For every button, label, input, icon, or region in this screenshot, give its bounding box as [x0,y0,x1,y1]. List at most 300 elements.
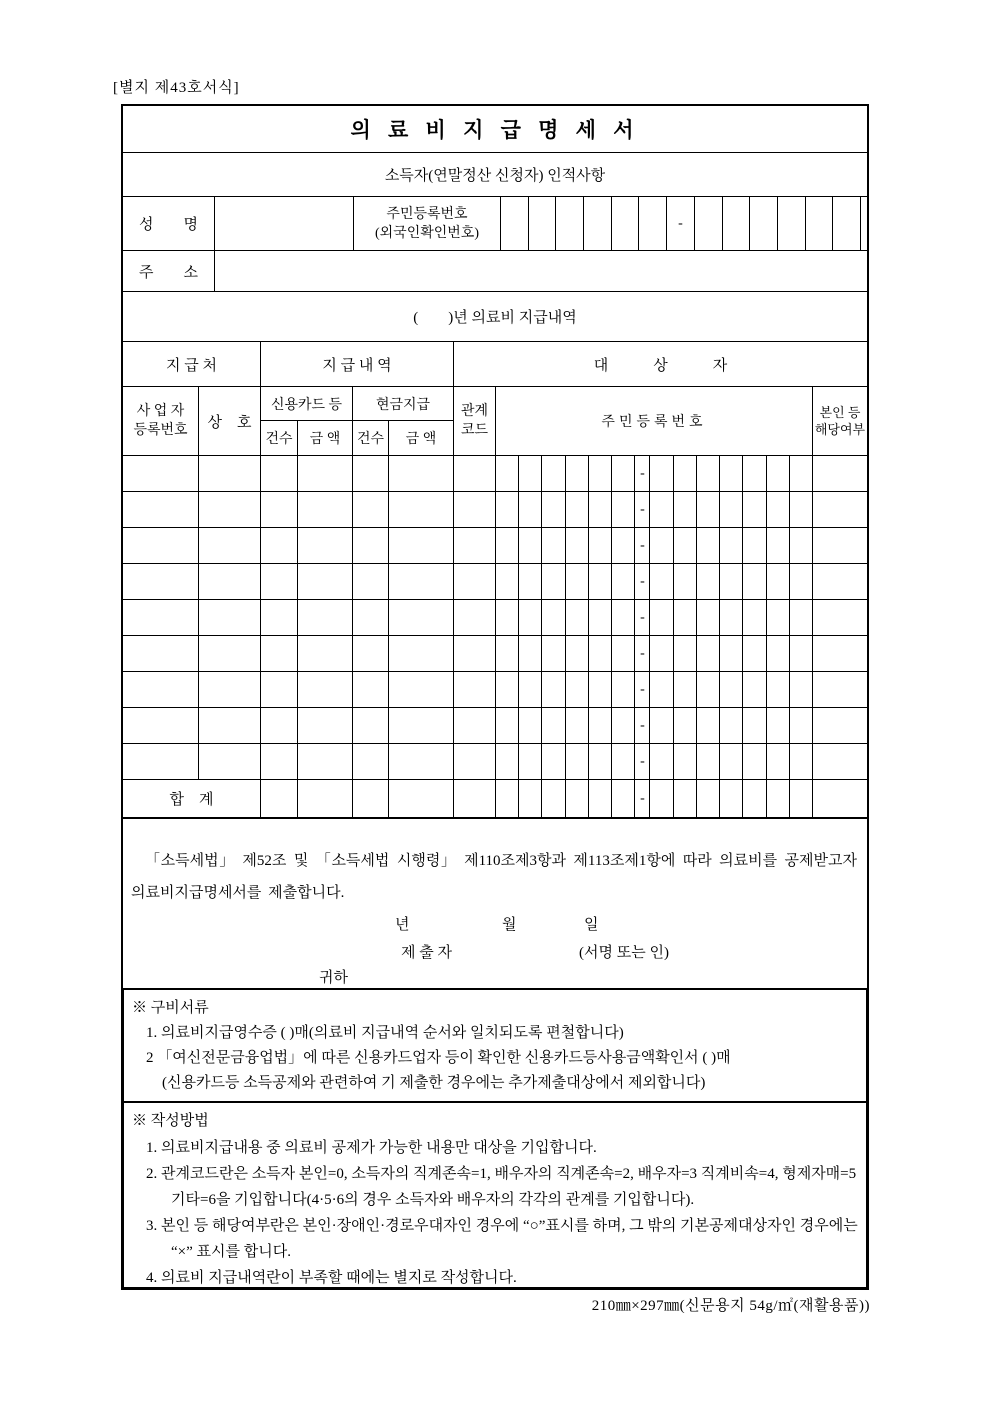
rrn-digit-cell[interactable] [589,780,612,817]
rrn-digit-cell[interactable] [639,197,667,250]
credit-count-cell[interactable] [261,708,298,743]
rrn-digit-cell[interactable] [566,672,589,707]
rrn-digit-cell[interactable] [695,197,723,250]
relation-code-cell[interactable] [454,672,496,707]
rrn-digit-cell[interactable] [496,672,519,707]
cash-count-cell[interactable] [353,744,389,779]
rrn-digit-cell[interactable] [743,744,766,779]
cash-count-cell[interactable] [353,636,389,671]
rrn-digit-cell[interactable] [519,780,542,817]
relation-code-cell[interactable] [454,492,496,527]
rrn-digit-cell[interactable] [743,672,766,707]
rrn-digit-cell[interactable] [743,492,766,527]
rrn-digit-cell[interactable] [519,636,542,671]
rrn-digit-cell[interactable] [650,564,673,599]
rrn-digit-cell[interactable] [674,780,697,817]
address-row [123,251,867,292]
cash-group-label: 현금지급 [353,387,453,421]
trade-name-cell[interactable] [199,564,261,599]
rrn-digit-cell[interactable] [542,492,565,527]
rrn-digit-cell[interactable] [743,600,766,635]
rrn-digit-cell[interactable] [612,672,635,707]
rrn-digit-cell[interactable] [589,744,612,779]
cash-count-cell[interactable] [353,528,389,563]
rrn-digit-cell[interactable] [697,708,720,743]
instruction-item: 1. 의료비지급내용 중 의료비 공제가 가능한 내용만 대상을 기입합니다. [146,1140,597,1156]
rrn-edge-cell [861,197,867,250]
rrn-dash-cell: - [635,744,650,779]
self-etc-cell[interactable] [813,492,867,527]
form-number-label: [별지 제43호서식] [113,80,240,96]
cash-count-cell[interactable] [353,708,389,743]
self-etc-cell[interactable] [813,708,867,743]
table-row [123,492,867,528]
relation-code-cell[interactable] [454,600,496,635]
rrn-digit-cell[interactable] [496,708,519,743]
rrn-digit-cell[interactable] [519,744,542,779]
notes-box [121,990,869,1290]
rrn-digit-cell[interactable] [650,456,673,491]
relation-code-cell[interactable] [454,744,496,779]
rrn-digit-cell[interactable] [720,636,743,671]
rrn-digit-cell[interactable] [778,197,806,250]
rrn-grid [501,197,867,250]
trade-name-cell[interactable] [199,600,261,635]
instructions-list [132,1135,858,1291]
rrn-digit-cell[interactable] [790,672,812,707]
rrn-digit-cell[interactable] [542,564,565,599]
rrn-grid [496,672,812,707]
rrn-digit-cell[interactable] [767,636,790,671]
header-self-etc [813,387,867,455]
business-number-cell[interactable] [123,672,199,707]
credit-amount-header: 금 액 [309,432,341,447]
rrn-digit-cell[interactable] [650,492,673,527]
declaration-section [123,819,867,988]
rrn-digit-cell[interactable] [697,528,720,563]
rrn-digit-cell[interactable] [650,708,673,743]
relation-code-cell[interactable] [454,564,496,599]
rrn-digit-cell[interactable] [496,600,519,635]
rrn-digit-cell[interactable] [790,708,812,743]
rrn-digit-cell[interactable] [542,672,565,707]
rrn-dash-cell: - [635,672,650,707]
table-row [123,672,867,708]
rrn-digit-cell[interactable] [650,636,673,671]
relation-code-cell[interactable] [454,708,496,743]
credit-count-cell[interactable] [261,636,298,671]
address-input-cell[interactable] [215,251,867,291]
rrn-digit-cell[interactable] [542,636,565,671]
rrn-digit-cell[interactable] [720,744,743,779]
rrn-digit-cell[interactable] [496,564,519,599]
total-self-etc-cell [813,780,867,817]
cash-amount-cell[interactable] [389,744,454,779]
credit-card-group-label: 신용카드 등 [261,387,352,421]
rrn-grid [496,564,812,599]
rrn-digit-cell[interactable] [496,636,519,671]
rrn-digit-cell[interactable] [566,744,589,779]
rrn-cell-group [496,528,813,563]
rrn-digit-cell[interactable] [566,564,589,599]
rrn-digit-cell[interactable] [542,708,565,743]
required-docs-list [132,1021,858,1096]
rrn-dash-cell: - [635,564,650,599]
cash-amount-cell[interactable] [389,564,454,599]
rrn-digit-cell[interactable] [833,197,861,250]
rrn-digit-cell[interactable] [720,528,743,563]
trade-name-cell[interactable] [199,744,261,779]
rrn-digit-cell[interactable] [720,564,743,599]
trade-name-cell[interactable] [199,528,261,563]
cash-amount-cell[interactable] [389,708,454,743]
rrn-digit-cell[interactable] [806,197,834,250]
cash-amount-cell[interactable] [389,456,454,491]
relation-code-cell[interactable] [454,456,496,491]
business-number-line2: 등록번호 [133,423,188,438]
rrn-dash-cell: - [635,456,650,491]
credit-amount-cell[interactable] [298,636,353,671]
rrn-cell-group [496,636,813,671]
rrn-digit-cell[interactable] [697,636,720,671]
header-payee: 지 급 처 [123,342,261,386]
credit-amount-cell[interactable] [298,492,353,527]
rrn-digit-cell[interactable] [743,564,766,599]
credit-amount-cell[interactable] [298,600,353,635]
rrn-digit-cell[interactable] [612,197,640,250]
rrn-digit-cell[interactable] [720,456,743,491]
rrn-digit-cell[interactable] [697,564,720,599]
rrn-digit-cell[interactable] [496,780,519,817]
rrn-digit-cell[interactable] [542,744,565,779]
self-etc-line1: 본인 등 [819,405,861,420]
rrn-digit-cell[interactable] [519,456,542,491]
rrn-digit-cell[interactable] [566,780,589,817]
instruction-item: 4. 의료비 지급내역란이 부족할 때에는 별지로 작성합니다. [146,1270,517,1286]
rrn-grid [496,456,812,491]
rrn-dash-cell: - [635,780,650,817]
rrn-digit-cell[interactable] [767,744,790,779]
business-number-cell[interactable] [123,564,199,599]
rrn-digit-cell[interactable] [720,600,743,635]
rrn-digit-cell[interactable] [743,528,766,563]
rrn-digit-cell[interactable] [566,492,589,527]
rrn-digit-cell[interactable] [612,564,635,599]
rrn-digit-cell[interactable] [589,708,612,743]
rrn-cell-group [496,744,813,779]
trade-name-cell[interactable] [199,636,261,671]
rrn-digit-cell[interactable] [519,672,542,707]
rrn-digit-cell[interactable] [790,636,812,671]
rrn-digit-cell[interactable] [612,600,635,635]
rrn-digit-cell[interactable] [566,528,589,563]
rrn-digit-cell[interactable] [566,636,589,671]
credit-amount-cell[interactable] [298,528,353,563]
self-etc-cell[interactable] [813,600,867,635]
name-input-cell[interactable] [215,197,354,250]
group-header-row [123,342,867,387]
table-row [123,456,867,492]
business-number-cell[interactable] [123,744,199,779]
table-row [123,528,867,564]
credit-amount-cell[interactable] [298,708,353,743]
rrn-digit-cell[interactable] [674,744,697,779]
header-trade-name: 상 호 [199,387,261,455]
cash-count-cell[interactable] [353,672,389,707]
credit-count-cell[interactable] [261,492,298,527]
total-cash-count-cell[interactable] [353,780,389,817]
rrn-digit-cell[interactable] [589,456,612,491]
credit-count-cell[interactable] [261,456,298,491]
rrn-dash-cell: - [667,197,695,250]
rrn-digit-cell[interactable] [674,528,697,563]
cash-count-cell[interactable] [353,564,389,599]
table-row [123,744,867,780]
business-number-cell[interactable] [123,600,199,635]
rrn-cell-group [496,564,813,599]
rrn-digit-cell[interactable] [720,780,743,817]
rrn-digit-cell[interactable] [589,672,612,707]
rrn-digit-cell[interactable] [790,528,812,563]
rrn-digit-cell[interactable] [542,600,565,635]
rrn-digit-cell[interactable] [650,528,673,563]
rrn-grid [496,600,812,635]
rrn-digit-cell[interactable] [674,456,697,491]
rrn-digit-cell[interactable] [697,456,720,491]
self-etc-cell[interactable] [813,636,867,671]
self-etc-line2: 해당여부 [814,422,866,437]
form-title: 의 료 비 지 급 명 세 서 [123,106,867,153]
rrn-dash-cell: - [635,528,650,563]
relation-code-cell[interactable] [454,528,496,563]
rrn-digit-cell[interactable] [519,564,542,599]
rrn-digit-cell[interactable] [697,672,720,707]
rrn-digit-cell[interactable] [519,708,542,743]
rrn-digit-cell[interactable] [697,780,720,817]
rrn-grid [496,492,812,527]
rrn-digit-cell[interactable] [650,672,673,707]
rrn-dash-cell: - [635,600,650,635]
submitter-label: 제 출 자 [401,945,452,961]
relation-code-line2: 코드 [460,423,489,438]
required-doc-item: (신용카드등 소득공제와 관련하여 기 제출한 경우에는 추가제출대상에서 제외합니다) [162,1075,706,1091]
rrn-grid [496,744,812,779]
instruction-item: 2. 관계코드란은 소득자 본인=0, 소득자의 직계존속=1, 배우자의 직계존속=2, 배우자=3 직계비속=4, 형제자매=5 기타=6을 기입합니다(4·5·6의 경우 소득자와 배우자의 각각의 관계를 기입합니다). [146,1166,857,1208]
rrn-digit-cell[interactable] [790,456,812,491]
total-row [123,780,867,819]
trade-name-cell[interactable] [199,708,261,743]
rrn-grid [496,708,812,743]
cash-amount-cell[interactable] [389,528,454,563]
credit-count-cell[interactable] [261,600,298,635]
rrn-digit-cell[interactable] [519,492,542,527]
relation-code-line1: 관계 [460,404,489,419]
total-cash-amount-cell[interactable] [389,780,454,817]
business-number-line1: 사 업 자 [136,404,185,419]
header-beneficiary: 대 상 자 [593,357,728,374]
trade-name-cell[interactable] [199,492,261,527]
declaration-text: 「소득세법」 제52조 및 「소득세법 시행령」 제110조제3항과 제113조제1항에 따라 의료비를 공제받고자 의료비지급명세서를 제출합니다. [131,853,857,901]
rrn-digit-cell[interactable] [612,708,635,743]
rrn-digit-cell[interactable] [720,672,743,707]
credit-amount-cell[interactable] [298,456,353,491]
rrn-digit-cell[interactable] [542,456,565,491]
rrn-digit-cell[interactable] [589,564,612,599]
main-form-box [121,104,869,990]
rrn-digit-cell[interactable] [743,456,766,491]
rrn-digit-cell[interactable] [790,744,812,779]
cash-count-cell[interactable] [353,600,389,635]
rrn-digit-cell[interactable] [767,528,790,563]
rrn-digit-cell[interactable] [767,708,790,743]
self-etc-cell[interactable] [813,456,867,491]
rrn-digit-cell[interactable] [674,708,697,743]
rrn-digit-cell[interactable] [767,600,790,635]
rrn-digit-cell[interactable] [612,492,635,527]
rrn-digit-cell[interactable] [566,600,589,635]
credit-amount-cell[interactable] [298,564,353,599]
total-credit-amount-cell[interactable] [298,780,353,817]
rrn-digit-cell[interactable] [743,708,766,743]
rrn-digit-cell[interactable] [697,492,720,527]
table-row [123,708,867,744]
rrn-grid [496,528,812,563]
business-number-cell[interactable] [123,492,199,527]
self-etc-cell[interactable] [813,528,867,563]
rrn-digit-cell[interactable] [743,780,766,817]
rrn-digit-cell[interactable] [790,492,812,527]
credit-amount-cell[interactable] [298,744,353,779]
self-etc-cell[interactable] [813,744,867,779]
rrn-digit-cell[interactable] [589,600,612,635]
cash-count-cell[interactable] [353,492,389,527]
rrn-digit-cell[interactable] [790,600,812,635]
total-rrn-cell-group [496,780,813,817]
relation-code-cell[interactable] [454,636,496,671]
year-label: 년 [395,917,410,933]
rrn-digit-cell[interactable] [566,708,589,743]
rrn-digit-cell[interactable] [496,528,519,563]
rrn-digit-cell[interactable] [767,564,790,599]
rrn-digit-cell[interactable] [674,636,697,671]
period-title: ( )년 의료비 지급내역 [123,292,867,342]
cash-amount-cell[interactable] [389,600,454,635]
rrn-digit-cell[interactable] [697,600,720,635]
header-relation-code [454,387,496,455]
self-etc-cell[interactable] [813,672,867,707]
rrn-digit-cell[interactable] [790,780,812,817]
rrn-digit-cell[interactable] [612,780,635,817]
rrn-digit-cell[interactable] [556,197,584,250]
business-number-cell[interactable] [123,636,199,671]
rrn-digit-cell[interactable] [542,528,565,563]
rrn-digit-cell[interactable] [723,197,751,250]
business-number-cell[interactable] [123,708,199,743]
header-business-number [123,387,199,455]
credit-count-header: 건수 [261,421,298,455]
instructions-section [124,1103,866,1291]
business-number-cell[interactable] [123,456,199,491]
rrn-digit-cell[interactable] [612,636,635,671]
rrn-digit-cell[interactable] [612,528,635,563]
rrn-digit-cell[interactable] [767,456,790,491]
rrn-digit-cell[interactable] [750,197,778,250]
rrn-digit-cell[interactable] [612,456,635,491]
cash-amount-cell[interactable] [389,492,454,527]
rrn-digit-cell[interactable] [612,744,635,779]
rrn-digit-cell[interactable] [790,564,812,599]
cash-amount-cell[interactable] [389,672,454,707]
rrn-digit-cell[interactable] [589,636,612,671]
rrn-digit-cell[interactable] [584,197,612,250]
total-credit-count-cell[interactable] [261,780,298,817]
required-doc-item: 1. 의료비지급영수증 ( )매(의료비 지급내역 순서와 일치되도록 편철합니다) [146,1025,624,1041]
trade-name-cell[interactable] [199,672,261,707]
rrn-digit-cell[interactable] [496,744,519,779]
rrn-digit-cell[interactable] [566,456,589,491]
day-label: 일 [584,917,599,933]
rrn-digit-cell[interactable] [542,780,565,817]
credit-count-cell[interactable] [261,744,298,779]
rrn-digit-cell[interactable] [519,600,542,635]
rrn-digit-cell[interactable] [650,600,673,635]
credit-count-cell[interactable] [261,672,298,707]
rrn-digit-cell[interactable] [767,672,790,707]
self-etc-cell[interactable] [813,564,867,599]
header-payment-detail: 지 급 내 역 [261,342,454,386]
rrn-digit-cell[interactable] [496,492,519,527]
rrn-digit-cell[interactable] [589,492,612,527]
rrn-digit-cell[interactable] [496,456,519,491]
personal-info-section-title: 소득자(연말정산 신청자) 인적사항 [123,153,867,197]
rrn-cell-group [496,456,813,491]
rrn-digit-cell[interactable] [650,780,673,817]
rrn-digit-cell[interactable] [674,492,697,527]
rrn-digit-cell[interactable] [720,708,743,743]
table-row [123,600,867,636]
rrn-digit-cell[interactable] [767,780,790,817]
instruction-item: 3. 본인 등 해당여부란은 본인·장애인·경로우대자인 경우에 “○”표시를 하며, 그 밖의 기본공제대상자인 경우에는 “×” 표시를 합니다. [146,1218,858,1260]
cash-amount-header: 금 액 [405,432,437,447]
rrn-digit-cell[interactable] [674,564,697,599]
credit-count-cell[interactable] [261,564,298,599]
cash-count-cell[interactable] [353,456,389,491]
rrn-digit-cell[interactable] [674,600,697,635]
trade-name-cell[interactable] [199,456,261,491]
business-number-cell[interactable] [123,528,199,563]
credit-count-cell[interactable] [261,528,298,563]
rrn-dash-cell: - [635,636,650,671]
table-body [123,456,867,819]
rrn-digit-cell[interactable] [720,492,743,527]
rrn-digit-cell[interactable] [501,197,529,250]
rrn-digit-cell[interactable] [650,744,673,779]
rrn-cell-group [496,672,813,707]
recipient-suffix: 귀하 [319,970,348,986]
header-credit-card-group [261,387,353,455]
header-cash-group [353,387,454,455]
cash-amount-cell[interactable] [389,636,454,671]
rrn-digit-cell[interactable] [674,672,697,707]
rrn-digit-cell[interactable] [529,197,557,250]
rrn-grid [496,780,812,817]
credit-amount-cell[interactable] [298,672,353,707]
rrn-digit-cell[interactable] [743,636,766,671]
rrn-digit-cell[interactable] [519,528,542,563]
rrn-digit-cell[interactable] [589,528,612,563]
rrn-digit-cell[interactable] [767,492,790,527]
rrn-digit-cell[interactable] [697,744,720,779]
